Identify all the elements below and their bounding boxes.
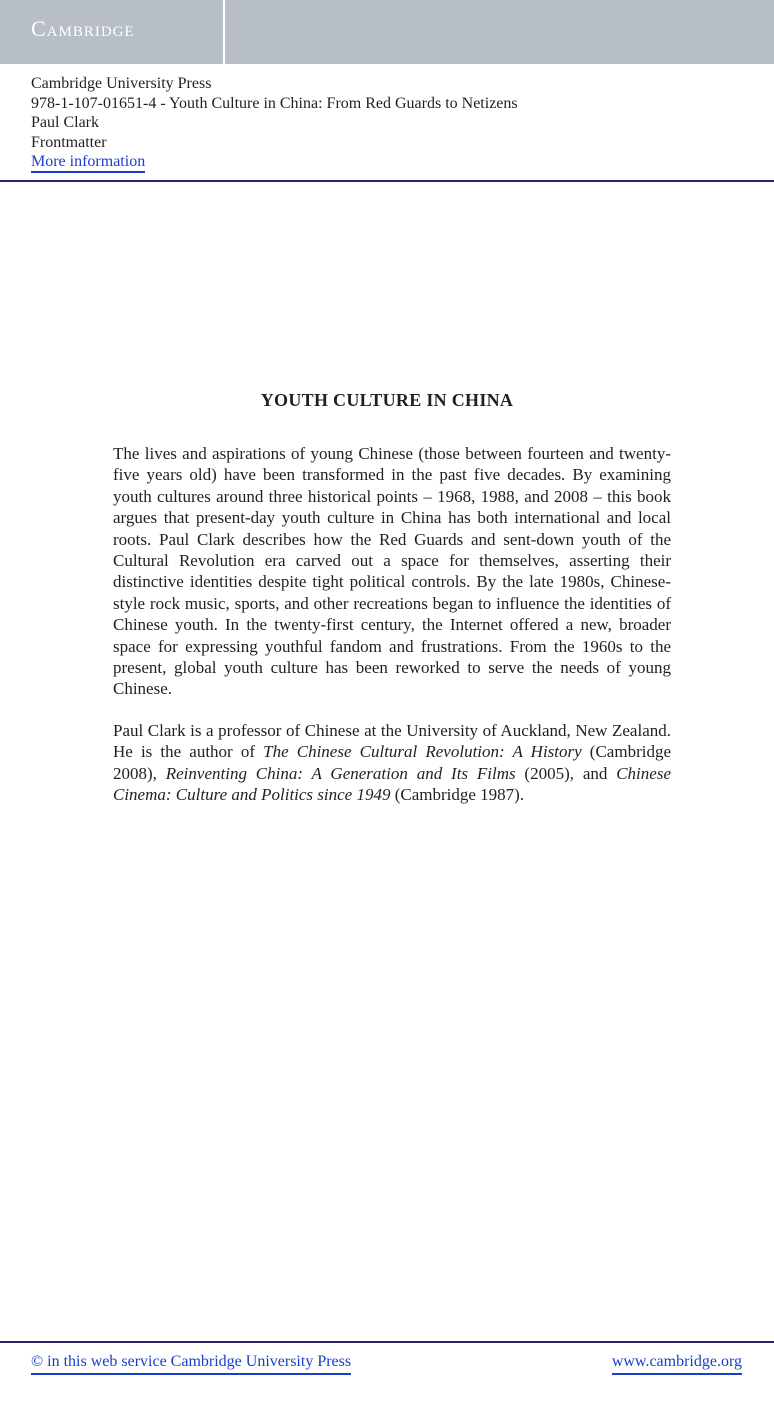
section-name: Frontmatter	[31, 133, 107, 151]
copyright-link[interactable]: © in this web service Cambridge University Press	[31, 1353, 351, 1375]
book-title-cultural-revolution: The Chinese Cultural Revolution: A History	[263, 742, 582, 762]
more-information-link[interactable]: More information	[31, 153, 145, 173]
bio-text: (Cambridge 2008),	[113, 742, 672, 783]
book-description	[113, 443, 671, 806]
header-rule	[0, 180, 774, 182]
cambridge-banner	[0, 0, 774, 64]
book-title-chinese-cinema: Chinese Cinema: Culture and Politics since 1949	[113, 763, 671, 805]
book-metadata	[31, 74, 518, 173]
book-title: YOUTH CULTURE IN CHINA	[260, 390, 514, 410]
book-title-reinventing-china: Reinventing China: A Generation and Its Films	[165, 763, 516, 783]
author-bio-paragraph	[113, 720, 671, 806]
description-paragraph: The lives and aspirations of young Chinese (those between fourteen and twenty-five years old) have been transformed in the past five decades. By examining youth cultures around three historical points – 1968, 1988, and 2008 – this book argues that present-day youth culture in China has both international and local roots. Paul Clark describes how the Red Guards and sent-down youth of the Cultural Revolution era carved out a space for themselves, asserting their distinctive identities despite tight political controls. By the late 1980s, Chinese-style rock music, sports, and other recreations began to influence the identities of Chinese youth. In the twenty-first century, the Internet offered a new, broader space for expressing youthful fandom and frustrations. From the 1960s to the present, global youth culture has been reworked to serve the needs of young Chinese.	[113, 444, 671, 699]
publisher-name: Cambridge University Press	[31, 75, 212, 92]
bio-text: (Cambridge 1987).	[390, 785, 525, 805]
website-link[interactable]: www.cambridge.org	[612, 1353, 742, 1375]
banner-divider	[223, 0, 225, 64]
bio-text: Paul Clark is a professor of Chinese at the University of Auckland, New Zealand. He is the author of	[113, 720, 671, 762]
footer-rule	[0, 1341, 774, 1343]
isbn-and-title: 978-1-107-01651-4 - Youth Culture in China: From Red Guards to Netizens	[31, 94, 518, 112]
cambridge-logo[interactable]: Cambridge	[31, 16, 135, 41]
bio-text: (2005), and	[515, 763, 617, 783]
author-name: Paul Clark	[31, 114, 99, 131]
